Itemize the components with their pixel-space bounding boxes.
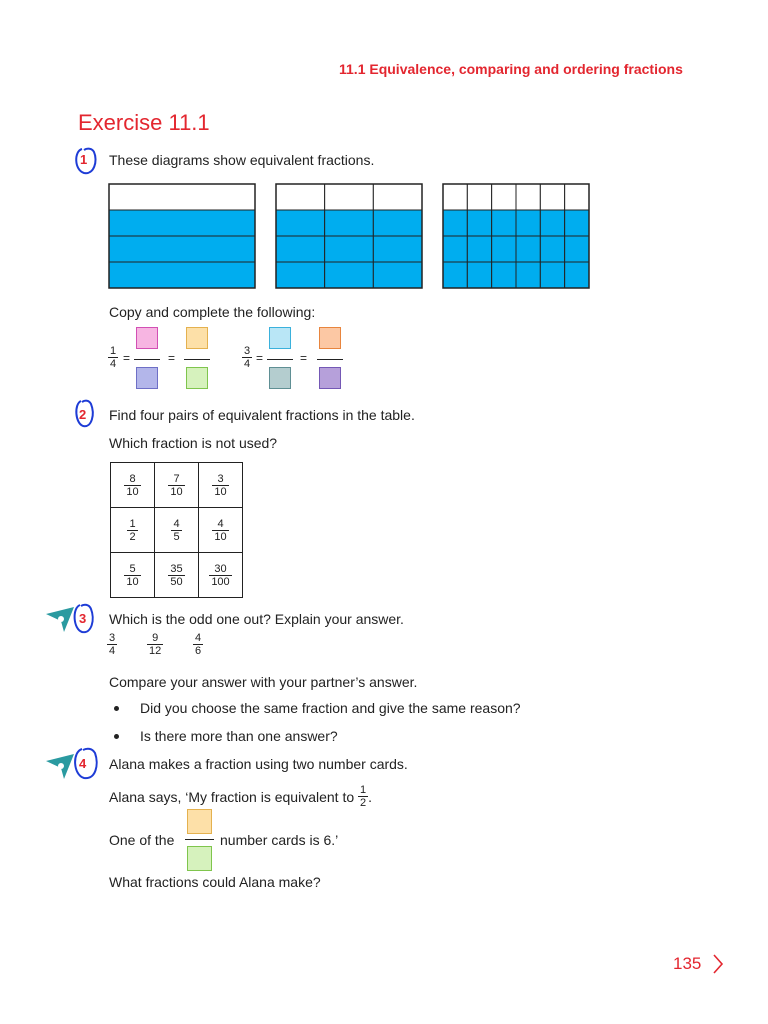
q3-bullet-2: Is there more than one answer? [140, 728, 338, 744]
shaded-cell [109, 236, 255, 262]
q4-line-3-pre: One of the [109, 832, 175, 848]
shaded-cell [492, 262, 516, 288]
unshaded-cell [516, 184, 540, 210]
q3-fraction-b: $\frac{9}{12}$ [149, 632, 162, 657]
eq2-denominator: 4 [244, 358, 251, 370]
table-row [111, 553, 243, 598]
table-cell: $\frac{30}{100}$ [199, 553, 243, 598]
shaded-cell [540, 262, 564, 288]
shaded-cell [492, 236, 516, 262]
fraction-bar [134, 359, 160, 360]
shaded-cell [373, 210, 422, 236]
unshaded-cell [540, 184, 564, 210]
page-number: 135 [673, 954, 702, 973]
table-cell: $\frac{5}{10}$ [111, 553, 155, 598]
fraction-bar [267, 359, 293, 360]
eq1-equals-2: = [168, 351, 176, 365]
section-header: 11.1 Equivalence, comparing and ordering fractions [339, 61, 683, 77]
q3-fraction-a: $\frac{3}{4}$ [109, 632, 116, 657]
card-pink [136, 327, 158, 349]
shaded-cell [325, 210, 374, 236]
eq1-denominator: 4 [110, 358, 117, 370]
unshaded-cell [467, 184, 491, 210]
shaded-cell [565, 210, 589, 236]
shaded-cell [565, 236, 589, 262]
table-row [111, 463, 243, 508]
eq1-equals-1: = [123, 351, 131, 365]
shaded-cell [540, 236, 564, 262]
eq2-fraction [242, 345, 252, 370]
shaded-cell [325, 236, 374, 262]
shaded-cell [276, 262, 325, 288]
question-number-1: 1 [80, 152, 88, 167]
card-lavender [136, 367, 158, 389]
shaded-cell [467, 262, 491, 288]
q4-line-2: Alana says, ‘My fraction is equivalent to $\frac{1}{2}$ . [109, 784, 373, 809]
shaded-cell [540, 210, 564, 236]
card-orange [319, 327, 341, 349]
shaded-cell [276, 210, 325, 236]
unshaded-cell [373, 184, 422, 210]
shaded-cell [443, 236, 467, 262]
card-light-blue [269, 327, 291, 349]
fraction-bar [317, 359, 343, 360]
q4-line-3-post: number cards is 6.’ [220, 832, 339, 848]
table-cell: $\frac{7}{10}$ [155, 463, 199, 508]
shaded-cell [373, 262, 422, 288]
table-cell: $\frac{4}{10}$ [199, 508, 243, 553]
shaded-cell [467, 236, 491, 262]
shaded-cell [467, 210, 491, 236]
eq2-equals-1: = [256, 351, 264, 365]
eq2-numerator: 3 [244, 345, 251, 357]
table-cell: $\frac{3}{10}$ [199, 463, 243, 508]
q2-prompt: Find four pairs of equivalent fractions in the table. [109, 407, 415, 423]
unshaded-cell [325, 184, 374, 210]
eq1-numerator: 1 [110, 345, 117, 357]
bullet [114, 734, 119, 739]
shaded-cell [109, 210, 255, 236]
q3-compare-text: Compare your answer with your partner’s answer. [109, 674, 418, 690]
fraction-bar [185, 839, 214, 840]
table-row [111, 508, 243, 553]
q2-prompt-2: Which fraction is not used? [109, 435, 278, 451]
shaded-cell [443, 210, 467, 236]
shaded-cell [109, 262, 255, 288]
q3-bullet-1: Did you choose the same fraction and give the same reason? [140, 700, 521, 716]
q3-fraction-c: $\frac{4}{6}$ [195, 632, 202, 657]
shaded-cell [325, 262, 374, 288]
shaded-cell [276, 236, 325, 262]
exercise-title: Exercise 11.1 [78, 110, 210, 135]
q1-copy-text: Copy and complete the following: [109, 304, 316, 320]
q4-line-4: What fractions could Alana make? [109, 874, 321, 890]
next-page-chevron-icon[interactable] [711, 953, 725, 975]
card-purple [319, 367, 341, 389]
shaded-cell [516, 210, 540, 236]
bullet [114, 706, 119, 711]
shaded-cell [516, 262, 540, 288]
eq2-equals-2: = [300, 351, 308, 365]
unshaded-cell [565, 184, 589, 210]
question-number-2: 2 [79, 407, 87, 422]
table-cell: $\frac{4}{5}$ [155, 508, 199, 553]
card-yellow [187, 809, 212, 834]
card-grey-teal [269, 367, 291, 389]
q3-prompt: Which is the odd one out? Explain your answer. [109, 611, 404, 627]
unshaded-cell [443, 184, 467, 210]
card-green [187, 846, 212, 871]
unshaded-cell [276, 184, 325, 210]
fraction-bar [184, 359, 210, 360]
q4-line-1: Alana makes a fraction using two number cards. [109, 756, 408, 772]
q1-prompt: These diagrams show equivalent fractions. [109, 152, 375, 168]
table-cell: $\frac{1}{2}$ [111, 508, 155, 553]
card-yellow [186, 327, 208, 349]
fraction-table [110, 462, 243, 598]
fraction-diagrams [108, 183, 590, 290]
question-number-3: 3 [79, 611, 87, 626]
question-number-4: 4 [79, 756, 87, 771]
card-green [186, 367, 208, 389]
shaded-cell [373, 236, 422, 262]
table-cell: $\frac{35}{50}$ [155, 553, 199, 598]
unshaded-cell [109, 184, 255, 210]
shaded-cell [443, 262, 467, 288]
shaded-cell [492, 210, 516, 236]
unshaded-cell [492, 184, 516, 210]
eq1-fraction [108, 345, 118, 370]
table-cell: $\frac{8}{10}$ [111, 463, 155, 508]
shaded-cell [516, 236, 540, 262]
shaded-cell [565, 262, 589, 288]
